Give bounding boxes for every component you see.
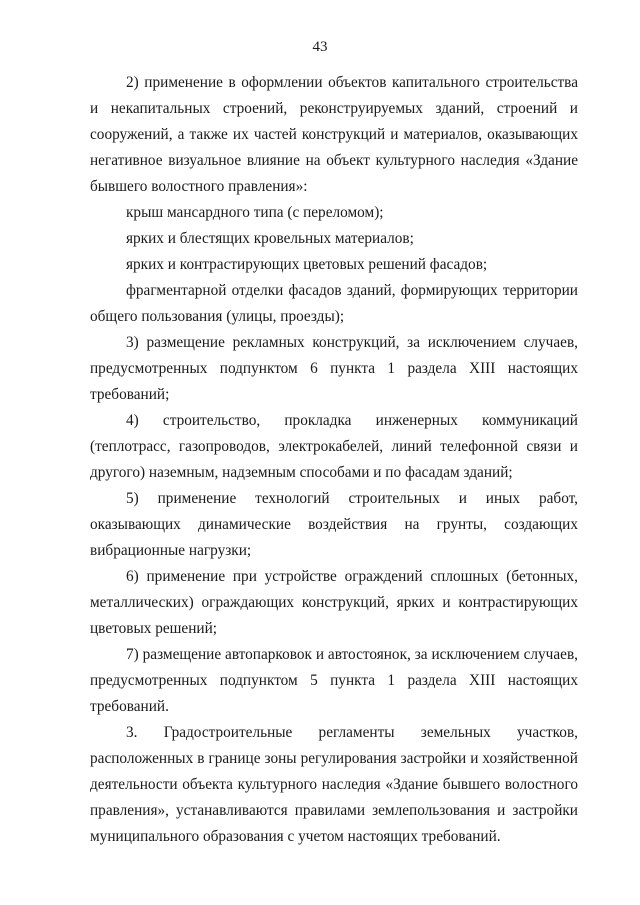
paragraph-section-3: 3. Градостроительные регламенты земельных участков, расположенных в границе зоны регулирования застройки и хозяйственной деятельности объекта культурного наследия «Здание бывшего волостного правления», устанавливаются правилами землепользования и застройки муниципального образования с учетом настоящих требований.	[90, 724, 578, 845]
paragraph-item-3: 3) размещение рекламных конструкций, за исключением случаев, предусмотренных подпунктом 6 пункта 1 раздела XIII настоящих требований;	[90, 334, 578, 403]
document-body	[90, 70, 578, 850]
paragraph-item-6: 6) применение при устройстве ограждений сплошных (бетонных, металлических) ограждающих конструкций, ярких и контрастирующих цветовых решений;	[90, 568, 578, 637]
paragraph-facade-colors: ярких и контрастирующих цветовых решений фасадов;	[126, 256, 488, 273]
paragraph-facade-finishing: фрагментарной отделки фасадов зданий, формирующих территории общего пользования (улицы, проезды);	[90, 282, 578, 325]
paragraph-item-5: 5) применение технологий строительных и иных работ, оказывающих динамические воздействия на грунты, создающих вибрационные нагрузки;	[90, 490, 578, 559]
paragraph-item-7: 7) размещение автопарковок и автостоянок, за исключением случаев, предусмотренных подпунктом 5 пункта 1 раздела XIII настоящих требований.	[90, 646, 578, 715]
paragraph-roofs: крыш мансардного типа (с переломом);	[126, 204, 384, 221]
paragraph-roofing-materials: ярких и блестящих кровельных материалов;	[126, 230, 414, 247]
page-number: 43	[312, 39, 328, 55]
paragraph-item-2: 2) применение в оформлении объектов капитального строительства и некапитальных строений, реконструируемых зданий, строений и сооружений, а также их частей конструкций и материалов, оказывающих негативное визуальное влияние на объект культурного наследия «Здание бывшего волостного правления»:	[90, 74, 578, 195]
paragraph-item-4: 4) строительство, прокладка инженерных коммуникаций (теплотрасс, газопроводов, электрокабелей, линий телефонной связи и другого) наземным, надземным способами и по фасадам зданий;	[90, 412, 578, 481]
